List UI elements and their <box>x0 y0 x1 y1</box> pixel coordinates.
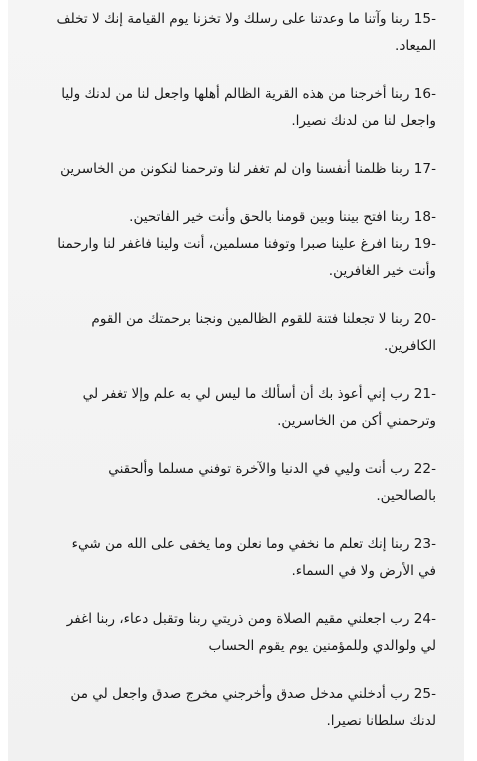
list-item-24: -24 رب اجعلني مقيم الصلاة ومن ذريتي ربنا وتقبل دعاء، ربنا اغفر لي ولوالدي وللمؤمنين يوم يقوم الحساب <box>66 611 436 654</box>
list-item-18: -18 ربنا افتح بيننا وبين قومنا بالحق وأنت خير الفاتحين. <box>129 209 436 225</box>
list-item-21: -21 رب إني أعوذ بك أن أسألك ما ليس لي به علم وإلا تغفر لي وترحمني أكن من الخاسرين. <box>82 386 436 429</box>
list-item-17: -17 ربنا ظلمنا أنفسنا وان لم تغفر لنا وترحمنا لنكونن من الخاسرين <box>60 161 436 177</box>
document-page <box>8 0 464 761</box>
list-item-16: -16 ربنا أخرجنا من هذه القرية الظالم أهلها واجعل لنا من لدنك وليا واجعل لنا من لدنك نصيرا. <box>61 86 436 129</box>
list-item-19: -19 ربنا افرغ علينا صبرا وتوفنا مسلمين، أنت ولينا فاغفر لنا وارحمنا وأنت خير الغافرين. <box>57 236 436 279</box>
list-item-25: -25 رب أدخلني مدخل صدق وأخرجني مخرج صدق واجعل لي من لدنك سلطانا نصيرا. <box>70 686 436 729</box>
list-item-22: -22 رب أنت وليي في الدنيا والآخرة توفني مسلما وألحقني بالصالحين. <box>108 461 436 504</box>
list-item-20: -20 ربنا لا تجعلنا فتنة للقوم الظالمين ونجنا برحمتك من القوم الكافرين. <box>91 311 436 354</box>
list-item-23: -23 ربنا إنك تعلم ما نخفي وما نعلن وما يخفى على الله من شيء في الأرض ولا في السماء. <box>71 536 436 579</box>
page-edge <box>464 0 477 761</box>
list-item-15: -15 ربنا وآتنا ما وعدتنا على رسلك ولا تخزنا يوم القيامة إنك لا تخلف الميعاد. <box>56 11 436 54</box>
